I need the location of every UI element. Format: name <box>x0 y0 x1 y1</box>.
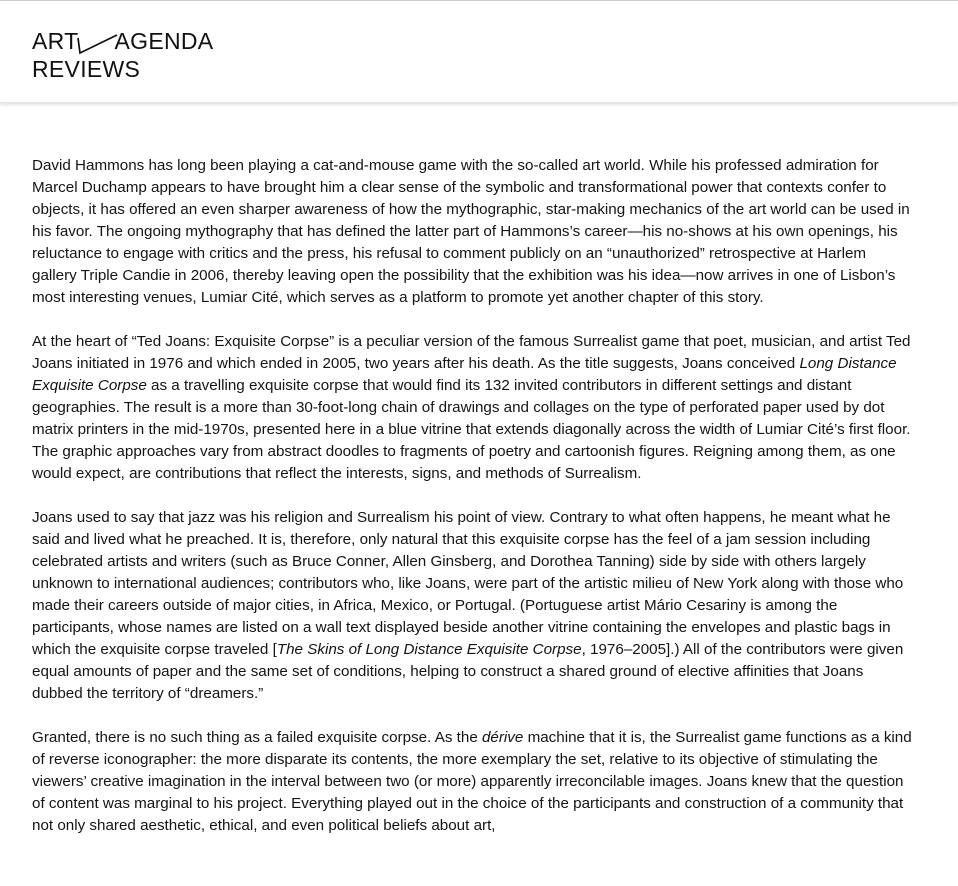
term-derive: dérive <box>481 729 524 746</box>
paragraph-2-text-b: as a travelling exquisite corpse that would find its 132 invited contributors in different settings and distant geographies. The result is a more than 30-foot-long chain of drawings and collages on the type of perforated paper used by dot matrix printers in the mid-1970s, presented here in a blue vitrine that extends diagonally across the width of Lumiar Cité’s first floor. The graphic approaches vary from abstract doodles to fragments of poetry and cartoonish figures. Reigning among them, as one would expect, are contributions that reflect the interests, signs, and methods of Surrealism. <box>32 377 911 482</box>
logo-row-top <box>32 27 213 55</box>
article-paragraph-3 <box>32 507 912 705</box>
logo-text-agenda: AGENDA <box>114 28 214 54</box>
artwork-title-long-distance-exquisite-corpse: Long Distance Exquisite Corpse <box>32 355 897 394</box>
artwork-title-skins: The Skins of Long Distance Exquisite Corpse <box>276 641 582 658</box>
article-paragraph-1: David Hammons has long been playing a cat-and-mouse game with the so-called art world. While his professed admiration for Marcel Duchamp appears to have brought him a clear sense of the symbolic and transformational power that contexts confer to objects, it has offered an even sharper awareness of how the mythographic, star-making mechanics of the art world can be used in his favor. The ongoing mythography that has defined the latter part of Hammons’s career—his no-shows at his own openings, his reluctance to engage with critics and the press, his refusal to comment publicly on an “unauthorized” retrospective at Harlem gallery Triple Candie in 2006, thereby leaving open the possibility that the exhibition was his idea—now arrives in one of Lisbon’s most interesting venues, Lumiar Cité, which serves as a platform to promote yet another chapter of this story. <box>32 157 910 306</box>
article-paragraph-4 <box>32 727 912 837</box>
bottom-fade <box>0 864 958 886</box>
paragraph-4-text-a: Granted, there is no such thing as a failed exquisite corpse. As the <box>32 729 482 746</box>
paragraph-3-text-a: Joans used to say that jazz was his religion and Surrealism his point of view. Contrary to what often happens, he meant what he said and lived what he preached. It is, therefore, only natural that this exquisite corpse has the feel of a jam session including celebrated artists and writers (such as Bruce Conner, Allen Ginsberg, and Dorothea Tanning) side by side with others largely unknown to international audiences; contributors who, like Joans, were part of the artistic milieu of New York along with those who made their careers outside of major cities, in Africa, Mexico, or Portugal. (Portuguese artist Mário Cesariny is among the participants, whose names are listed on a wall text displayed beside another vitrine containing the envelopes and plastic bags in which the exquisite corpse traveled [ <box>32 509 904 658</box>
paragraph-4-text-b: machine that it is, the Surrealist game functions as a kind of reverse iconographer: the more disparate its contents, the more exemplary the set, relative to its objective of stimulating the viewers’ creative imagination in the interval between two (or more) apparently irreconcilable images. Joans knew that the question of content was marginal to his project. Everything played out in the choice of the participants and construction of a community that not only shared aesthetic, ethical, and even political beliefs about art, <box>32 729 912 834</box>
site-logo[interactable] <box>32 27 213 83</box>
logo-text-reviews: REVIEWS <box>32 56 141 82</box>
article-body <box>32 155 912 859</box>
paragraph-3-text-b: , 1976–2005].) All of the contributors were given equal amounts of paper and the same set of conditions, helping to construct a shared ground of elective affinities that Joans dubbed the territory of “dreamers.” <box>32 641 904 702</box>
article-paragraph-2 <box>32 331 912 485</box>
site-header <box>0 1 958 103</box>
logo-slash-icon <box>77 33 119 55</box>
logo-text-art: ART <box>32 28 79 54</box>
paragraph-2-text-a: At the heart of “Ted Joans: Exquisite Corpse” is a peculiar version of the famous Surrealist game that poet, musician, and artist Ted Joans initiated in 1976 and which ended in 2005, two years after his death. As the title suggests, Joans conceived <box>32 333 911 372</box>
